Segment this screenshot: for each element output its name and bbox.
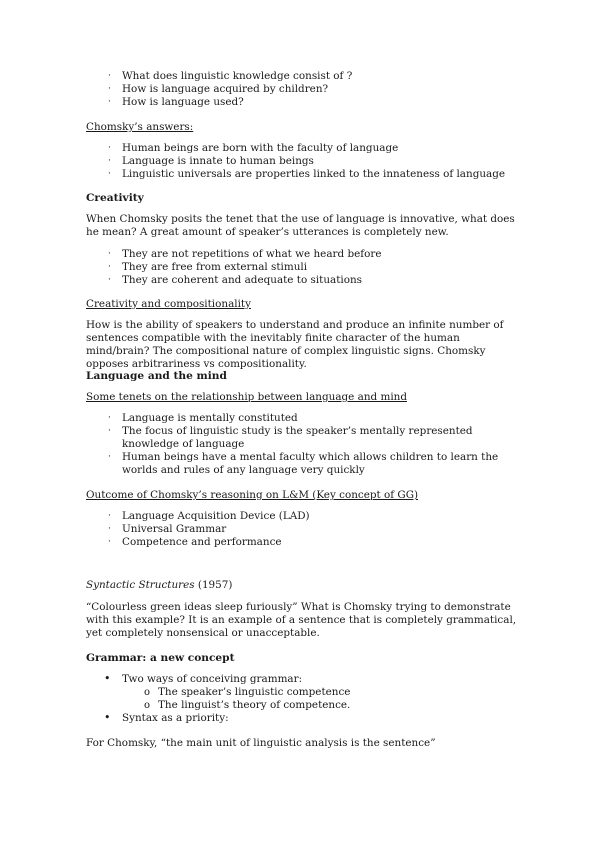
- tenets-list-block: [86, 412, 518, 477]
- list-item: · The focus of linguistic study is the speaker’s mentally represented knowledge of language: [108, 425, 473, 450]
- creativity-heading: Creativity: [86, 192, 144, 204]
- grammar-heading-block: [86, 652, 516, 665]
- questions-list-block: [86, 70, 516, 109]
- creativity-list-block: [86, 248, 516, 287]
- answers-heading-block: [86, 121, 516, 134]
- syntactic-structures-year: (1957): [194, 579, 233, 591]
- grammar-list-block: [86, 673, 516, 725]
- list-item: · What does linguistic knowledge consist of ?: [108, 70, 353, 82]
- creativity-paragraph: When Chomsky posits the tenet that the use of language is innovative, what does he mean? A great amount of speaker’s utterances is completely new.: [86, 213, 515, 238]
- answers-heading: Chomsky’s answers:: [86, 121, 194, 133]
- list-item: · Linguistic universals are properties linked to the innateness of language: [108, 168, 506, 180]
- list-item: o The speaker’s linguistic competence: [144, 686, 351, 698]
- list-item: · They are free from external stimuli: [108, 261, 308, 273]
- syntactic-structures-title: Syntactic Structures: [86, 579, 195, 591]
- answers-list-block: [86, 142, 516, 181]
- creativity-paragraph-block: [86, 213, 518, 239]
- list-item: o The linguist’s theory of competence.: [144, 699, 351, 711]
- compositionality-heading-block: [86, 298, 516, 311]
- final-paragraph-block: [86, 737, 516, 750]
- list-item: • Syntax as a priority:: [104, 711, 229, 724]
- mind-heading-block: [86, 370, 516, 383]
- tenets-list: [86, 412, 518, 477]
- colourless-paragraph-block: [86, 601, 518, 640]
- outcome-list-block: [86, 510, 516, 549]
- outcome-list: [86, 510, 516, 549]
- syntactic-structures-line: [86, 579, 516, 592]
- grammar-list: [86, 673, 516, 686]
- list-item: · They are coherent and adequate to situations: [108, 274, 362, 286]
- colourless-paragraph: “Colourless green ideas sleep furiously” What is Chomsky trying to demonstrate with this example? It is an example of a sentence that is completely grammatical, yet completely nonsensical or unacceptable.: [86, 601, 517, 639]
- creativity-heading-block: [86, 192, 516, 205]
- tenets-heading: Some tenets on the relationship between language and mind: [86, 391, 407, 403]
- list-item: · Universal Grammar: [108, 523, 227, 535]
- final-paragraph: For Chomsky, “the main unit of linguistic analysis is the sentence”: [86, 737, 436, 749]
- answers-list: [86, 142, 516, 181]
- grammar-sublist: [86, 686, 516, 712]
- list-item: · They are not repetitions of what we heard before: [108, 248, 382, 260]
- list-item: • Two ways of conceiving grammar:: [104, 672, 303, 685]
- compositionality-paragraph: How is the ability of speakers to understand and produce an infinite number of sentences compatible with the inevitably finite character of the human mind/brain? The compositional nature of complex linguistic signs. Chomsky opposes arbitrariness vs compositionality.: [86, 319, 504, 370]
- list-item: · Competence and performance: [108, 536, 282, 548]
- grammar-list-2: [86, 712, 516, 725]
- list-item: · Language is mentally constituted: [108, 412, 298, 424]
- list-item: · How is language used?: [108, 96, 244, 108]
- list-item: · How is language acquired by children?: [108, 83, 329, 95]
- list-item: · Human beings are born with the faculty of language: [108, 142, 399, 154]
- creativity-list: [86, 248, 516, 287]
- list-item: · Language is innate to human beings: [108, 155, 314, 167]
- outcome-heading: Outcome of Chomsky’s reasoning on L&M (Key concept of GG): [86, 489, 419, 501]
- outcome-heading-block: [86, 489, 516, 502]
- compositionality-paragraph-block: [86, 319, 518, 371]
- mind-heading: Language and the mind: [86, 370, 227, 382]
- compositionality-heading: Creativity and compositionality: [86, 298, 251, 310]
- list-item: · Human beings have a mental faculty which allows children to learn the worlds and rules of any language very quickly: [108, 451, 499, 476]
- list-item: · Language Acquisition Device (LAD): [108, 510, 310, 522]
- grammar-heading: Grammar: a new concept: [86, 652, 235, 664]
- questions-list: [86, 70, 516, 109]
- tenets-heading-block: [86, 391, 516, 404]
